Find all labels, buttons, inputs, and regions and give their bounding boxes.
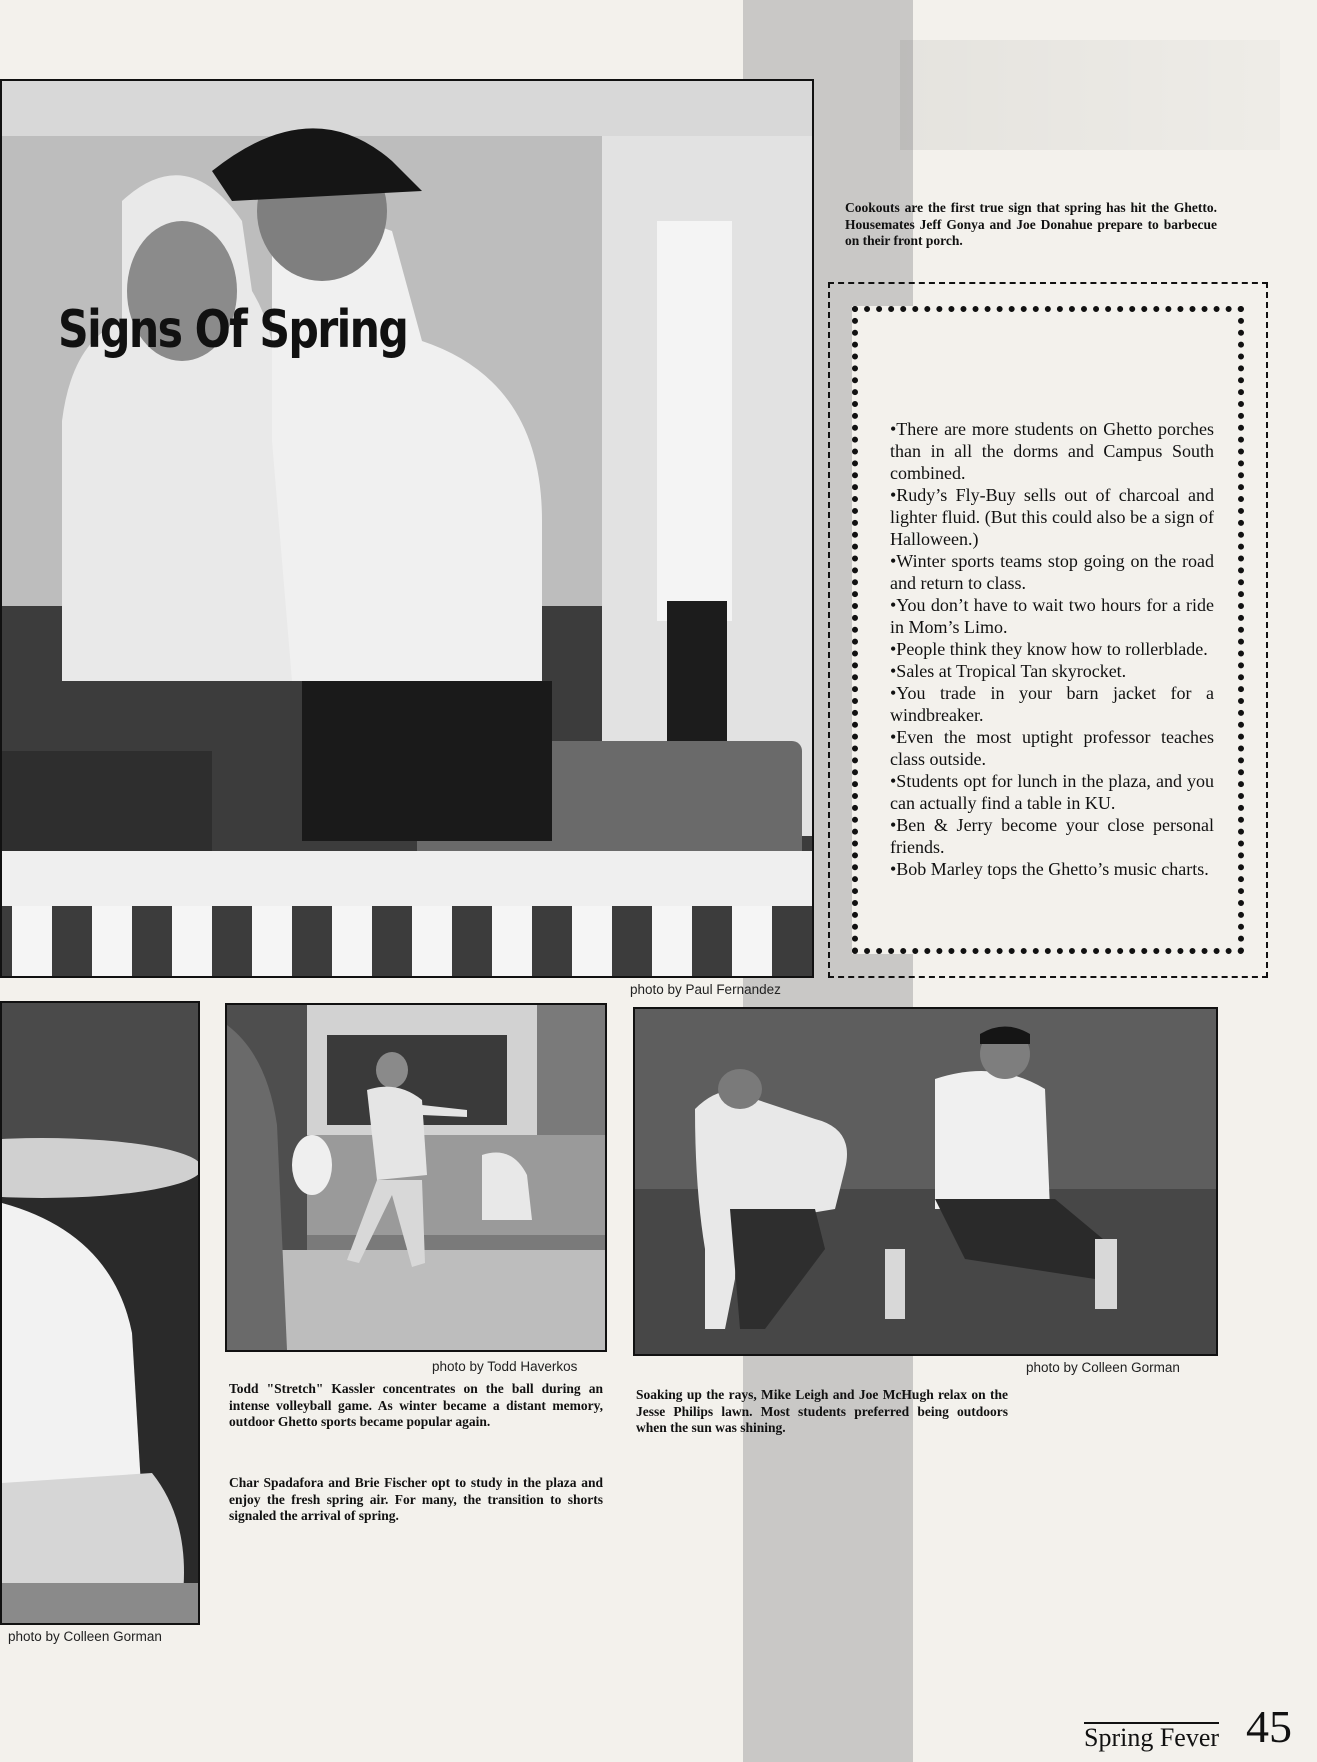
bleed-through-title (900, 40, 1280, 150)
photo-plaza-illustration (2, 1003, 198, 1623)
credit-study: photo by Colleen Gorman (8, 1629, 162, 1644)
list-item: •People think they know how to rollerblade. (890, 639, 1208, 659)
photo-porch-illustration (2, 81, 812, 976)
photo-volleyball-game (225, 1003, 607, 1352)
caption-study: Char Spadafora and Brie Fischer opt to study in the plaza and enjoy the fresh spring air. For many, the transition to shorts signaled the arrival of spring. (229, 1475, 603, 1523)
list-item: •Winter sports teams stop going on the road and return to class. (890, 551, 1214, 593)
list-item: •Bob Marley tops the Ghetto’s music charts. (890, 859, 1209, 879)
footer-section-title: Spring Fever (1084, 1723, 1220, 1752)
sidebar-list (890, 418, 1214, 880)
photo-plaza-study (0, 1001, 200, 1625)
photo-lawn-relaxing (633, 1007, 1218, 1356)
list-item: •Rudy’s Fly-Buy sells out of charcoal and lighter fluid. (But this could also be a sign of Halloween.) (890, 485, 1214, 549)
page-number: 45 (1246, 1701, 1292, 1752)
list-item: •There are more students on Ghetto porches than in all the dorms and Campus South combined. (890, 419, 1214, 483)
photo-lawn-illustration (635, 1009, 1216, 1354)
list-item: •Sales at Tropical Tan skyrocket. (890, 661, 1127, 681)
credit-volleyball: photo by Todd Haverkos (432, 1359, 578, 1374)
list-item: •Even the most uptight professor teaches class outside. (890, 727, 1214, 769)
list-item: •Ben & Jerry become your close personal friends. (890, 815, 1214, 857)
list-item: •You trade in your barn jacket for a windbreaker. (890, 683, 1214, 725)
photo-porch-barbecue (0, 79, 814, 978)
credit-porch: photo by Paul Fernandez (630, 982, 781, 997)
list-item: •Students opt for lunch in the plaza, and you can actually find a table in KU. (890, 771, 1214, 813)
sidebar-title: Signs Of Spring (58, 300, 408, 360)
credit-relax: photo by Colleen Gorman (1026, 1360, 1180, 1375)
caption-relax: Soaking up the rays, Mike Leigh and Joe McHugh relax on the Jesse Philips lawn. Most students preferred being outdoors when the sun was shining. (636, 1387, 1008, 1435)
photo-volleyball-illustration (227, 1005, 605, 1350)
caption-porch: Cookouts are the first true sign that spring has hit the Ghetto. Housemates Jeff Gonya and Joe Donahue prepare to barbecue on their front porch. (845, 200, 1217, 248)
caption-volleyball: Todd "Stretch" Kassler concentrates on the ball during an intense volleyball game. As winter became a distant memory, outdoor Ghetto sports became popular again. (229, 1381, 603, 1429)
list-item: •You don’t have to wait two hours for a ride in Mom’s Limo. (890, 595, 1214, 637)
